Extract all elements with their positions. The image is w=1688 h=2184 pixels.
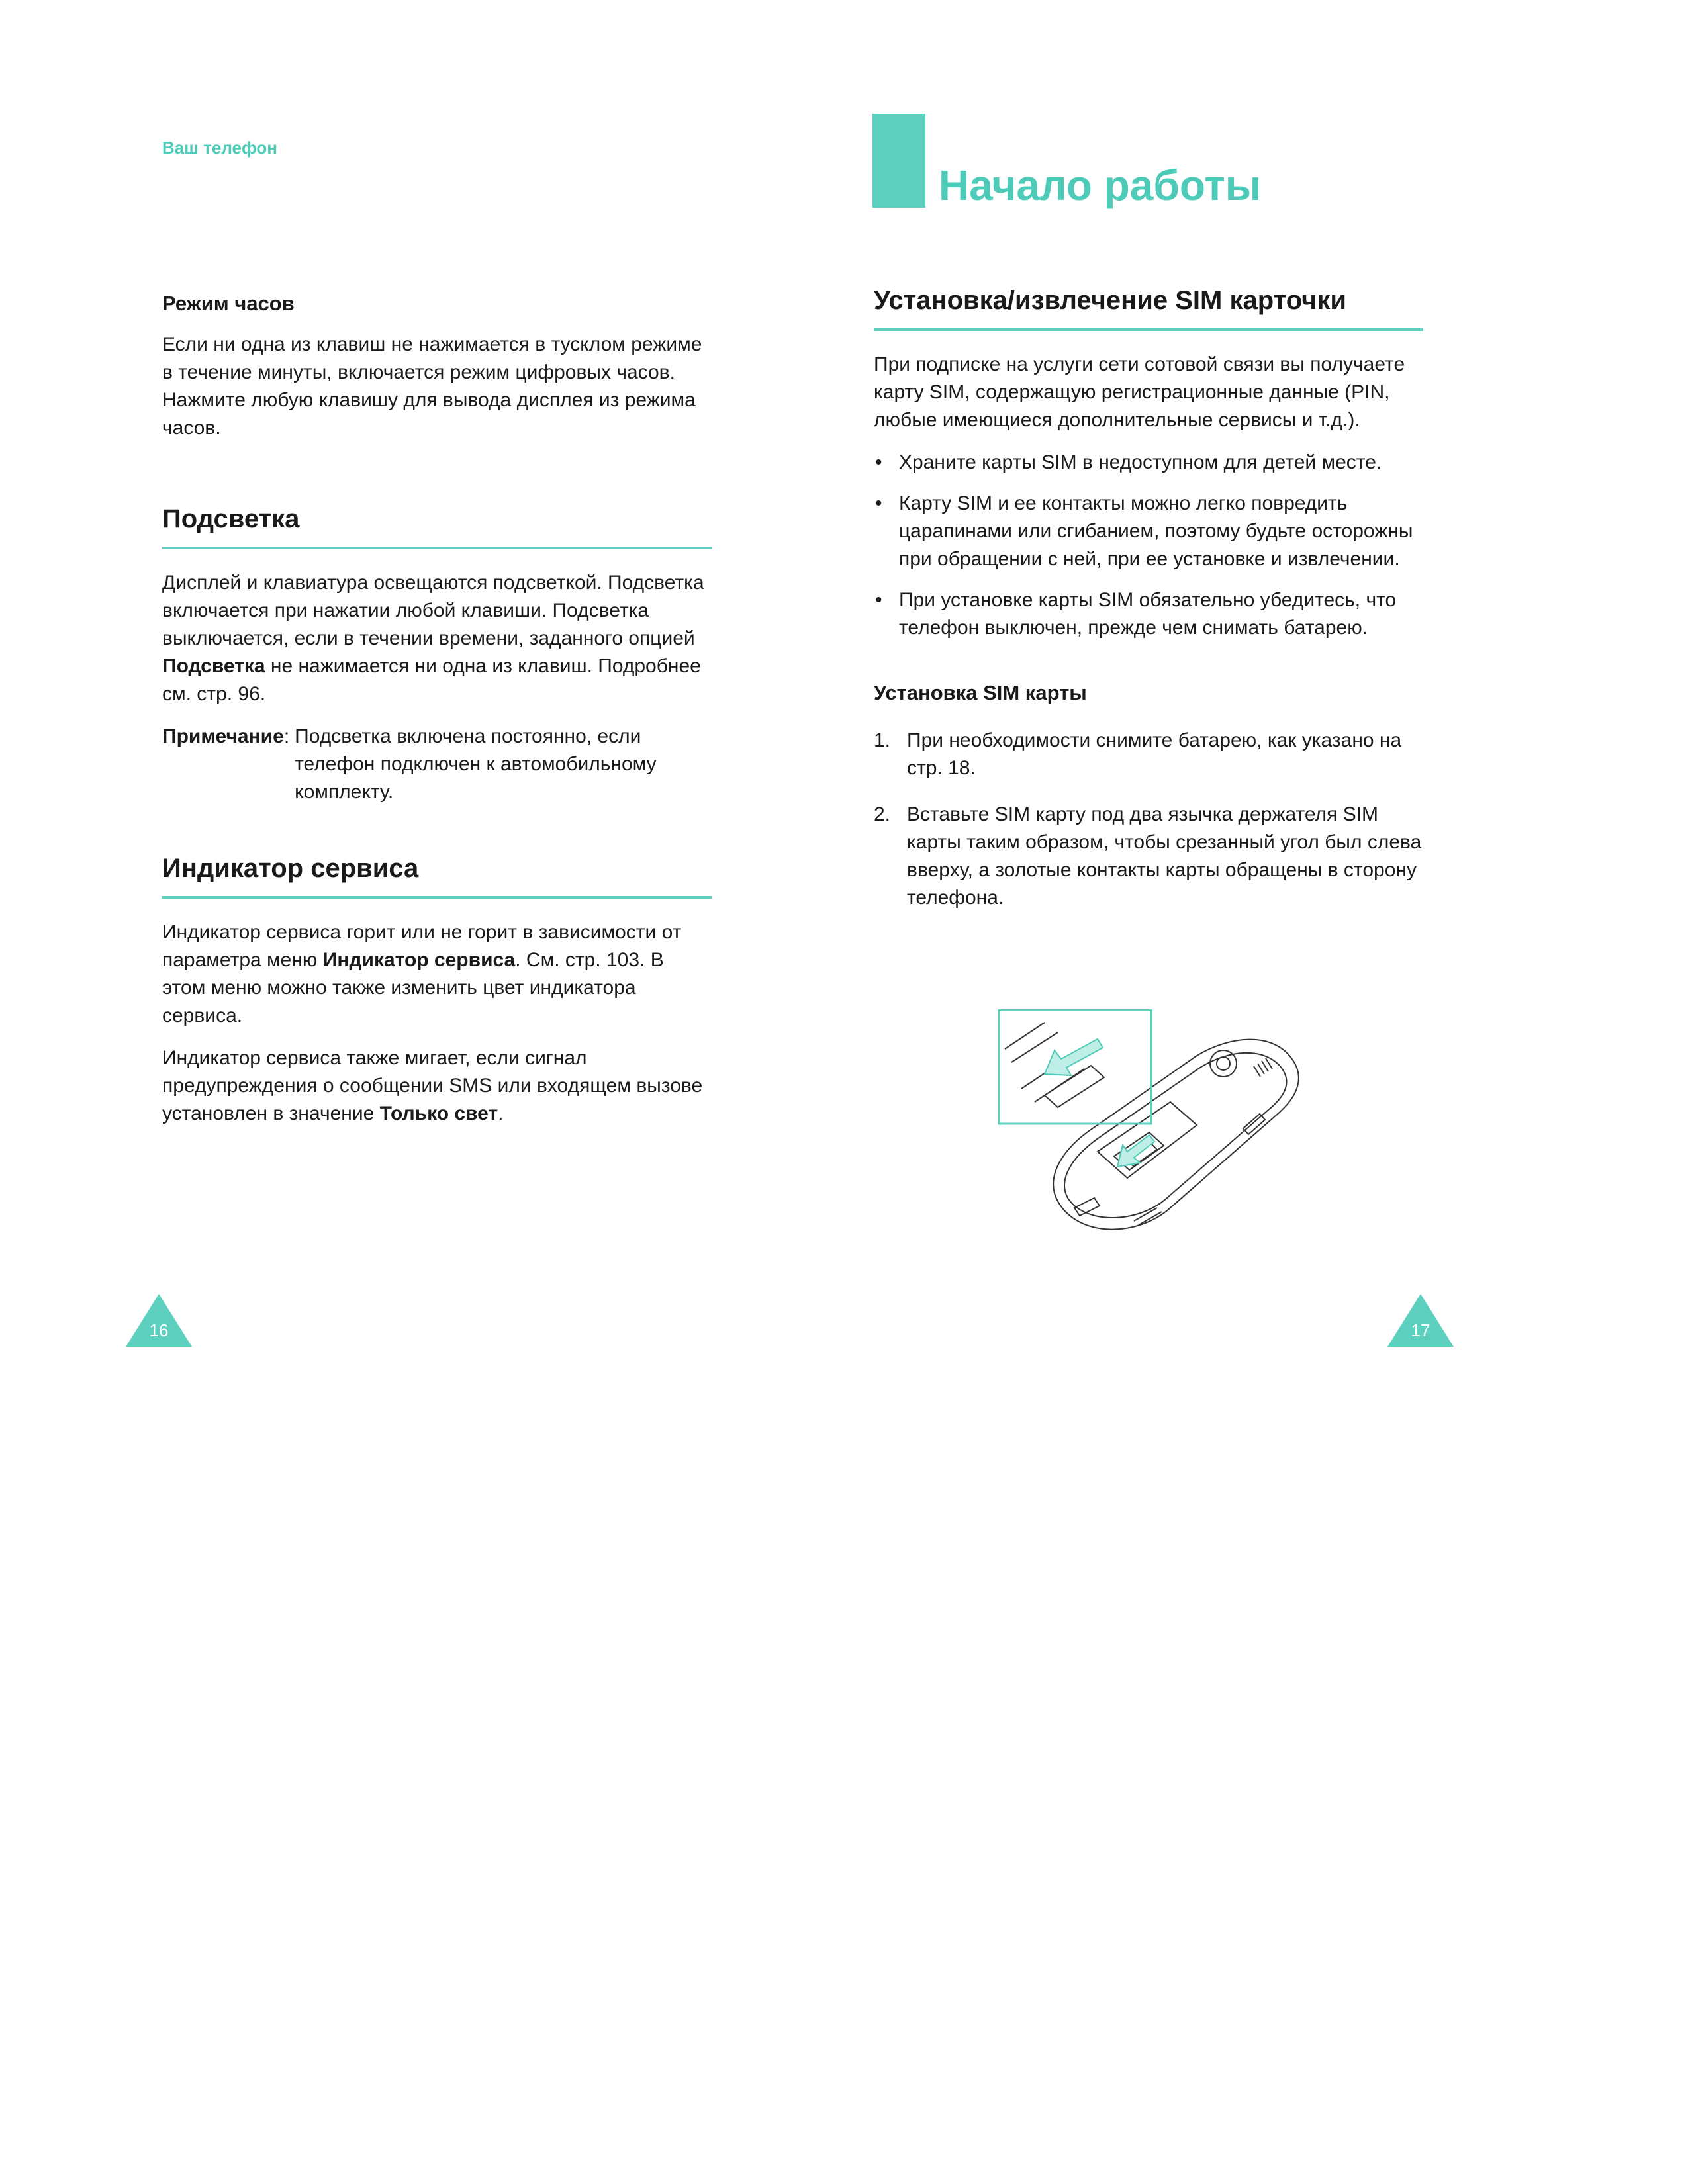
page-number-right: 17 xyxy=(1387,1294,1454,1347)
list-item: • Карту SIM и ее контакты можно легко повредить царапинами или сгибанием, поэтому будьте осторожны при обращении с ней, при ее установке и извлечении. xyxy=(875,492,1413,570)
service-indicator-heading: Индикатор сервиса xyxy=(162,851,712,899)
chapter-marker-block xyxy=(872,114,925,208)
right-column xyxy=(874,283,1423,931)
clock-mode-text: Если ни одна из клавиш не нажимается в тусклом режиме в течение минуты, включается режим цифровых часов. Нажмите любую клавишу для вывода дисплея из режима часов. xyxy=(162,334,702,439)
note-text: Подсветка включена постоянно, если телефон подключен к автомобильному комплекту. xyxy=(295,725,657,803)
chapter-title: Начало работы xyxy=(939,161,1262,209)
backlight-text: Дисплей и клавиатура освещаются подсветкой. Подсветка включается при нажатии любой клавиши. Подсветка выключается, если в течении времени, заданного опцией Подсветка не нажимается ни одна из клавиш. Подробнее см. стр. 96. xyxy=(162,572,704,705)
clock-mode-heading: Режим часов xyxy=(162,292,295,315)
backlight-note: Примечание : Подсветка включена постоянно, если телефон подключен к автомобильному комплекту. xyxy=(162,723,712,806)
list-item: • При установке карты SIM обязательно убедитесь, что телефон выключен, прежде чем снимать батарею. xyxy=(875,589,1397,639)
list-item: 1. При необходимости снимите батарею, как указано на стр. 18. xyxy=(874,729,1402,779)
backlight-heading: Подсветка xyxy=(162,502,712,549)
sim-intro: При подписке на услуги сети сотовой связи вы получаете карту SIM, содержащую регистрационные данные (PIN, любые имеющиеся дополнительные сервисы и т.д.). xyxy=(874,353,1405,431)
install-sim-heading: Установка SIM карты xyxy=(874,681,1087,704)
install-steps xyxy=(874,727,1423,912)
list-item: • Храните карты SIM в недоступном для детей месте. xyxy=(875,451,1382,473)
list-item: 2. Вставьте SIM карту под два язычка держателя SIM карты таким образом, чтобы срезанный угол был слева вверху, а золотые контакты карты обращены в сторону телефона. xyxy=(874,803,1422,909)
note-label: Примечание xyxy=(162,725,284,747)
running-head: Ваш телефон xyxy=(162,138,277,158)
left-column xyxy=(162,290,712,1142)
service-indicator-text-2: Индикатор сервиса также мигает, если сигнал предупреждения о сообщении SMS или входящем вызове установлен в значение Только свет. xyxy=(162,1047,703,1124)
service-indicator-text-1: Индикатор сервиса горит или не горит в зависимости от параметра меню Индикатор сервиса. См. стр. 103. В этом меню можно также изменить цвет индикатора сервиса. xyxy=(162,921,682,1026)
page-number-left: 16 xyxy=(126,1294,192,1347)
sim-heading: Установка/извлечение SIM карточки xyxy=(874,283,1423,331)
sim-insertion-illustration xyxy=(998,1009,1309,1254)
sim-bullet-list xyxy=(874,449,1423,642)
